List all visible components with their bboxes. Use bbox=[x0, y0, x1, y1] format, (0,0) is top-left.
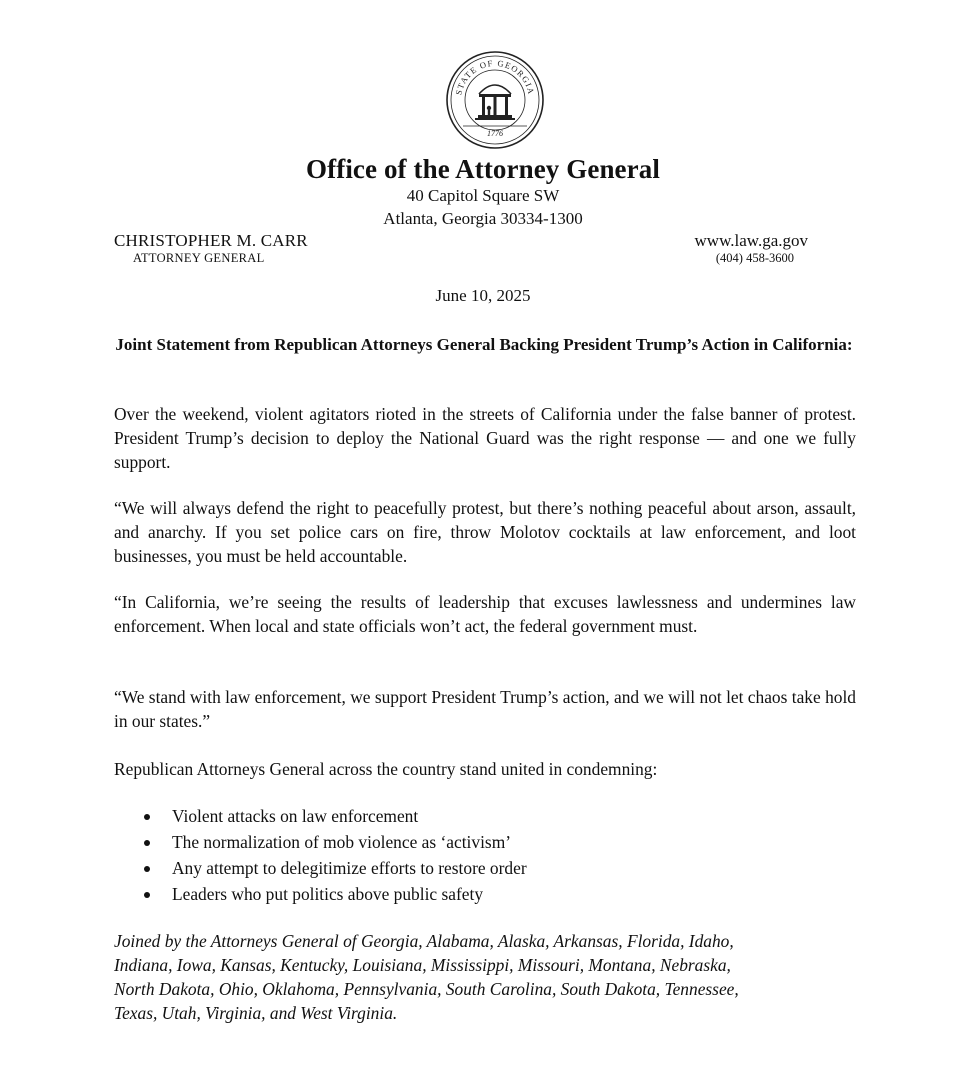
office-title: Office of the Attorney General bbox=[306, 154, 660, 184]
bullet-dot bbox=[144, 866, 150, 872]
joined-line: North Dakota, Ohio, Oklahoma, Pennsylvania, South Carolina, South Dakota, Tennessee, bbox=[114, 979, 739, 999]
condemnation-list bbox=[114, 803, 856, 907]
statement-headline: Joint Statement from Republican Attorneys General Backing President Trump’s Action in California: bbox=[115, 335, 853, 354]
website-text: www.law.ga.gov bbox=[694, 231, 808, 250]
list-item bbox=[114, 829, 856, 855]
joined-line: Indiana, Iowa, Kansas, Kentucky, Louisiana, Mississippi, Missouri, Montana, Nebraska, bbox=[114, 955, 731, 975]
paragraph-quote-1: “We will always defend the right to peacefully protest, but there’s nothing peaceful about arson, assault, and anarchy. If you set police cars on fire, throw Molotov cocktails at law enforcement, and loot businesses, you must be held accountable. bbox=[114, 498, 856, 566]
seal-arc-text: STATE OF GEORGIA bbox=[453, 57, 537, 96]
list-item bbox=[114, 803, 856, 829]
paragraph-intro: Over the weekend, violent agitators rioted in the streets of California under the false banner of protest. President Trump’s decision to deploy the National Guard was the right response — and one we fully support. bbox=[114, 404, 856, 472]
list-item-text: The normalization of mob violence as ‘activism’ bbox=[172, 832, 512, 852]
paragraph-quote-2: “In California, we’re seeing the results of leadership that excuses lawlessness and undermines law enforcement. When local and state officials won’t act, the federal government must. bbox=[114, 592, 856, 636]
list-item bbox=[114, 881, 856, 907]
georgia-state-seal bbox=[445, 50, 545, 150]
seal-graphic bbox=[445, 50, 545, 150]
address-line-1: 40 Capitol Square SW bbox=[406, 186, 560, 205]
list-item-text: Any attempt to delegitimize efforts to restore order bbox=[172, 858, 527, 878]
list-item-text: Violent attacks on law enforcement bbox=[172, 806, 419, 826]
joined-states-note bbox=[114, 929, 858, 1025]
bullet-dot bbox=[144, 892, 150, 898]
list-item bbox=[114, 855, 856, 881]
address-line-2: Atlanta, Georgia 30334-1300 bbox=[383, 209, 583, 228]
joined-line: Joined by the Attorneys General of Georgia, Alabama, Alaska, Arkansas, Florida, Idaho, bbox=[114, 931, 734, 951]
paragraph-condemning: Republican Attorneys General across the country stand united in condemning: bbox=[114, 759, 658, 779]
bullet-dot bbox=[144, 814, 150, 820]
official-title: ATTORNEY GENERAL bbox=[133, 251, 265, 265]
seal-year: 1776 bbox=[487, 129, 503, 138]
list-item-text: Leaders who put politics above public safety bbox=[172, 884, 484, 904]
release-date: June 10, 2025 bbox=[435, 286, 531, 305]
joined-line: Texas, Utah, Virginia, and West Virginia. bbox=[114, 1003, 398, 1023]
bullet-dot bbox=[144, 840, 150, 846]
paragraph-quote-3: “We stand with law enforcement, we support President Trump’s action, and we will not let chaos take hold in our states.” bbox=[114, 687, 856, 731]
official-name: CHRISTOPHER M. CARR bbox=[114, 231, 308, 250]
phone-number: (404) 458-3600 bbox=[715, 251, 794, 265]
